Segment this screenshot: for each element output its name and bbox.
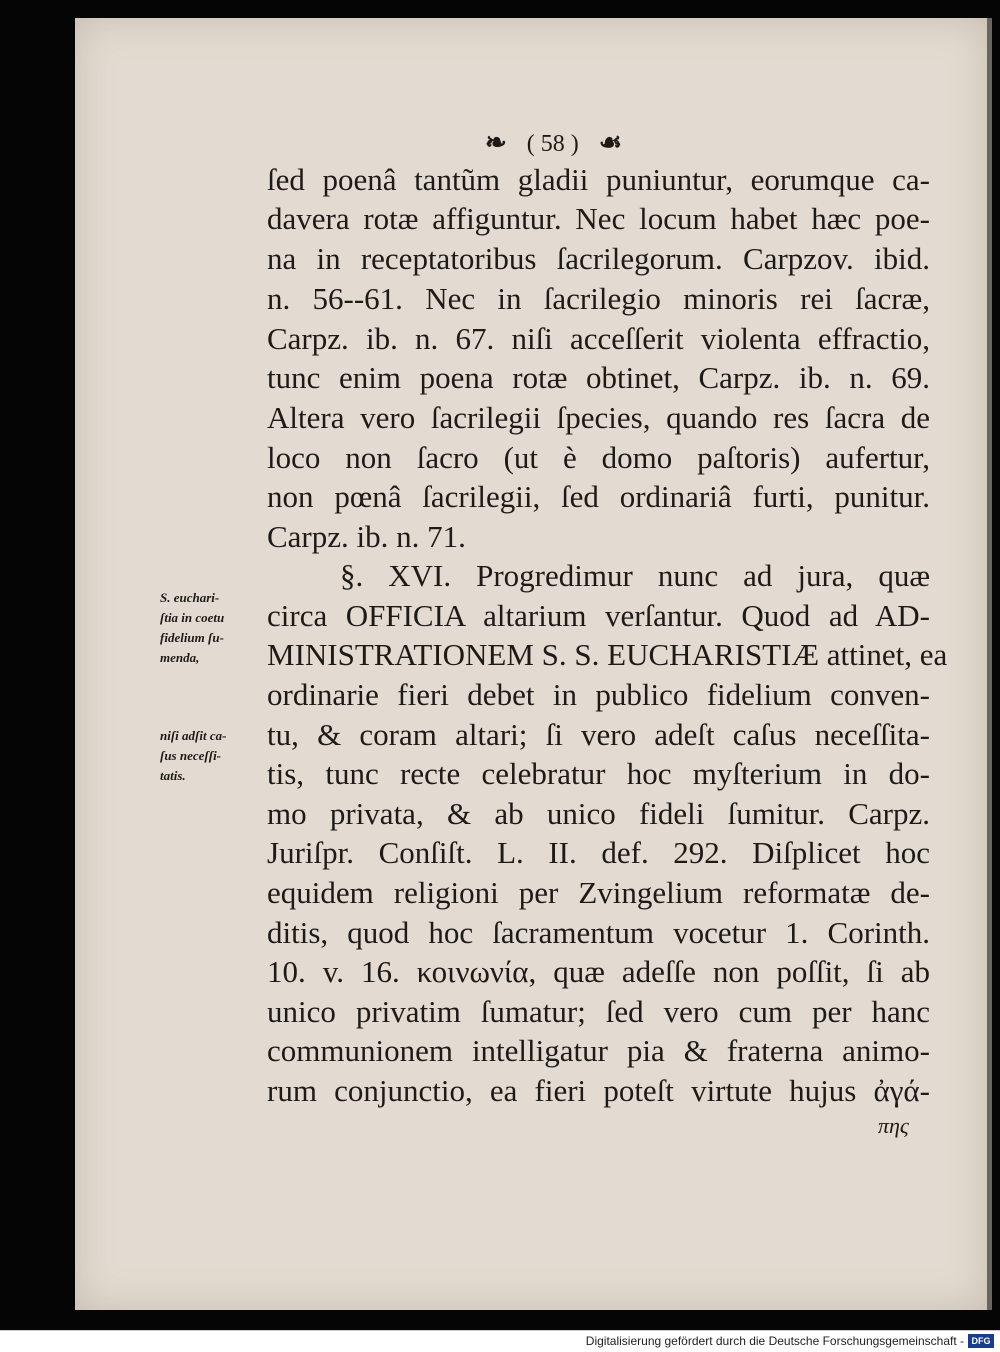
text-line: MINISTRATIONEM S. S. EUCHARISTIÆ attinet, ea — [267, 637, 948, 672]
margin-note-line: niſi adſit ca- — [160, 728, 227, 743]
text-line: ditis, quod hoc ſacramentum vocetur 1. Corinth. — [267, 915, 930, 950]
text-line: n. 56--61. Nec in ſacrilegio minoris rei ſacræ, — [267, 281, 930, 316]
text-line: communionem intelligatur pia & fraterna animo- — [267, 1033, 930, 1068]
margin-note-necessitas — [160, 726, 264, 786]
catchword: πης — [878, 1113, 909, 1138]
text-line: tu, & coram altari; ſi vero adeſt caſus neceſſita- — [267, 717, 930, 752]
ornament-right-icon: ☙ — [598, 128, 623, 157]
text-line: tis, tunc recte celebratur hoc myſterium in do- — [267, 756, 930, 791]
page-number: ( 58 ) — [526, 131, 579, 157]
text-line: loco non ſacro (ut è domo paſtoris) aufertur, — [267, 440, 930, 475]
margin-note-line: tatis. — [160, 768, 186, 783]
text-line: Carpz. ib. n. 71. — [267, 519, 466, 554]
margin-note-line: menda, — [160, 650, 200, 665]
text-line: Juriſpr. Conſiſt. L. II. def. 292. Diſplicet hoc — [267, 835, 930, 870]
text-line: ordinarie fieri debet in publico fidelium conven- — [267, 677, 930, 712]
funding-notice: Digitalisierung gefördert durch die Deutsche Forschungsgemeinschaft - — [585, 1334, 964, 1348]
footer-bar — [0, 1330, 1000, 1352]
text-line: 10. v. 16. κοινωνία, quæ adeſſe non poſſit, ſi ab — [267, 954, 930, 989]
ornament-left-icon: ❧ — [485, 128, 507, 157]
text-line: tunc enim poena rotæ obtinet, Carpz. ib. n. 69. — [267, 360, 930, 395]
margin-note-line: S. euchari- — [160, 590, 220, 605]
page-edge — [987, 18, 992, 1310]
text-line: circa OFFICIA altarium verſantur. Quod ad AD- — [267, 598, 930, 633]
text-line: mo privata, & ab unico fideli ſumitur. Carpz. — [267, 796, 930, 831]
dfg-logo-icon[interactable]: DFG — [968, 1334, 994, 1348]
margin-note-eucharistia — [160, 588, 264, 668]
section-heading-line: §. XVI. Progredimur nunc ad jura, quæ — [340, 558, 930, 593]
text-line: ſed poenâ tantũm gladii puniuntur, eorumque ca- — [267, 162, 930, 197]
text-line: equidem religioni per Zvingelium reformatæ de- — [267, 875, 930, 910]
margin-note-line: ſtia in coetu — [160, 610, 225, 625]
text-line: na in receptatoribus ſacrilegorum. Carpzov. ibid. — [267, 241, 930, 276]
text-line: non pœnâ ſacrilegii, ſed ordinariâ furti, punitur. — [267, 479, 930, 514]
text-line: unico privatim ſumatur; ſed vero cum per hanc — [267, 994, 930, 1029]
margin-note-line: fidelium ſu- — [160, 630, 224, 645]
page-header — [485, 128, 705, 164]
text-line: Carpz. ib. n. 67. niſi acceſſerit violenta effractio, — [267, 321, 930, 356]
text-line: rum conjunctio, ea fieri poteſt virtute hujus ἀγά- — [267, 1073, 930, 1108]
text-line: Altera vero ſacrilegii ſpecies, quando res ſacra de — [267, 400, 930, 435]
margin-note-line: ſus neceſſi- — [160, 748, 222, 763]
text-line: davera rotæ affiguntur. Nec locum habet hæc poe- — [267, 201, 930, 236]
